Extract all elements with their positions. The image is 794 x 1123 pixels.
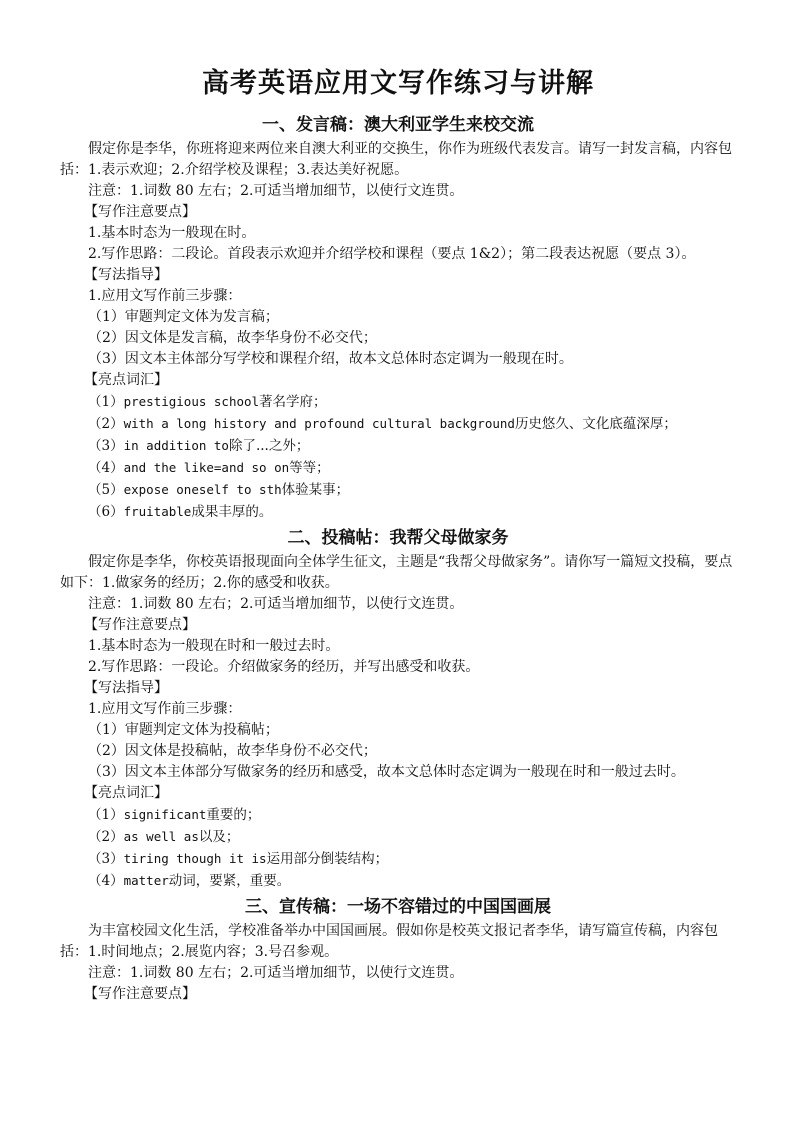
vocab-item [60,435,736,457]
vocab-en: and the like=and so on [123,460,290,475]
vocab-zh: 著名学府； [259,394,327,410]
vocab-en: as well as [123,829,199,844]
guide-intro: 1.应用文写作前三步骤： [88,288,242,304]
vocab-num: （6） [88,504,124,520]
vocab-item [60,391,736,413]
vocab-item [60,826,736,848]
vocab-en: tiring though it is [123,851,267,866]
section-heading: 二、投稿帖：我帮父母做家务 [287,528,509,548]
task-prompt: 为丰富校园文化生活，学校准备举办中国国画展。假如你是校英文报记者李华，请写篇宣传稿，内容包括：1.时间地点；2.展览内容；3.号召参观。 [60,923,718,960]
vocab-num: （1） [88,807,124,823]
section-heading: 三、宣传稿：一场不容错过的中国国画展 [245,897,551,917]
vocab-num: （2） [88,829,124,845]
task-note: 注意：1.词数 80 左右；2.可适当增加细节，以使行文连贯。 [88,596,464,612]
vocab-num: （4） [88,460,124,476]
points-label: 【写作注意要点】 [84,617,196,633]
vocab-en: with a long history and profound cultural background [123,416,515,431]
vocab-item [60,413,736,435]
vocab-label: 【亮点词汇】 [84,785,168,801]
task-note: 注意：1.词数 80 左右；2.可适当增加细节，以使行文连贯。 [88,183,464,199]
point-item: 1.基本时态为一般现在时。 [88,225,256,241]
guide-label: 【写法指导】 [84,267,168,283]
vocab-zh: 运用部分倒装结构； [266,851,389,867]
guide-step: （3）因文本主体部分写做家务的经历和感受，故本文总体时态定调为一般现在时和一般过去时。 [88,764,685,780]
vocab-zh: 等等； [289,460,330,476]
vocab-en: prestigious school [123,394,260,409]
vocab-item [60,457,736,479]
section-3 [60,894,736,1005]
vocab-item [60,870,736,892]
vocab-item [60,479,736,501]
guide-step: （2）因文体是发言稿，故李华身份不必交代； [88,330,377,346]
vocab-en: expose oneself to sth [123,482,282,497]
point-item: 1.基本时态为一般现在时和一般过去时。 [88,638,340,654]
vocab-label: 【亮点词汇】 [84,372,168,388]
vocab-en: matter [123,873,169,888]
point-item: 2.写作思路：一段论。介绍做家务的经历，并写出感受和收获。 [88,659,480,675]
vocab-en: significant [123,807,207,822]
vocab-en: in addition to [123,438,229,453]
vocab-zh: 除了...之外； [228,438,310,454]
guide-step: （1）审题判定文体为投稿帖； [88,722,279,738]
vocab-item [60,804,736,826]
task-prompt: 假定你是李华，你校英语报现面向全体学生征文，主题是“我帮父母做家务”。请你写一篇短文投稿，要点如下：1.做家务的经历；2.你的感受和收获。 [60,554,733,591]
vocab-zh: 体验某事； [281,482,350,498]
vocab-num: （4） [88,873,124,889]
vocab-num: （3） [88,851,124,867]
vocab-item [60,501,736,523]
section-1 [60,112,736,523]
task-prompt: 假定你是李华，你班将迎来两位来自澳大利亚的交换生，你作为班级代表发言。请写一封发言稿，内容包括：1.表示欢迎；2.介绍学校及课程；3.表达美好祝愿。 [60,141,732,178]
vocab-en: fruitable [123,504,192,519]
vocab-num: （3） [88,438,124,454]
guide-intro: 1.应用文写作前三步骤： [88,701,242,717]
vocab-zh: 以及； [198,829,240,845]
document-page [60,60,736,1005]
vocab-zh: 动词，要紧，重要。 [168,873,291,889]
point-item: 2.写作思路：二段论。首段表示欢迎并介绍学校和课程（要点 1&2）；第二段表达祝愿（要点 3）。 [88,246,696,262]
vocab-num: （2） [88,416,124,432]
guide-step: （1）审题判定文体为发言稿； [88,309,279,325]
task-note: 注意：1.词数 80 左右；2.可适当增加细节，以使行文连贯。 [88,965,464,981]
section-heading: 一、发言稿：澳大利亚学生来校交流 [262,115,534,135]
document-title: 高考英语应用文写作练习与讲解 [202,68,594,99]
vocab-zh: 重要的； [206,807,261,823]
guide-step: （3）因文本主体部分写学校和课程介绍，故本文总体时态定调为一般现在时。 [88,351,573,367]
section-2 [60,525,736,892]
guide-step: （2）因文体是投稿帖，故李华身份不必交代； [88,743,377,759]
guide-label: 【写法指导】 [84,680,168,696]
vocab-num: （5） [88,482,124,498]
points-label: 【写作注意要点】 [84,986,196,1002]
vocab-item [60,848,736,870]
vocab-zh: 历史悠久、文化底蕴深厚； [514,416,677,432]
points-label: 【写作注意要点】 [84,204,196,220]
vocab-zh: 成果丰厚的。 [191,504,273,520]
vocab-num: （1） [88,394,124,410]
